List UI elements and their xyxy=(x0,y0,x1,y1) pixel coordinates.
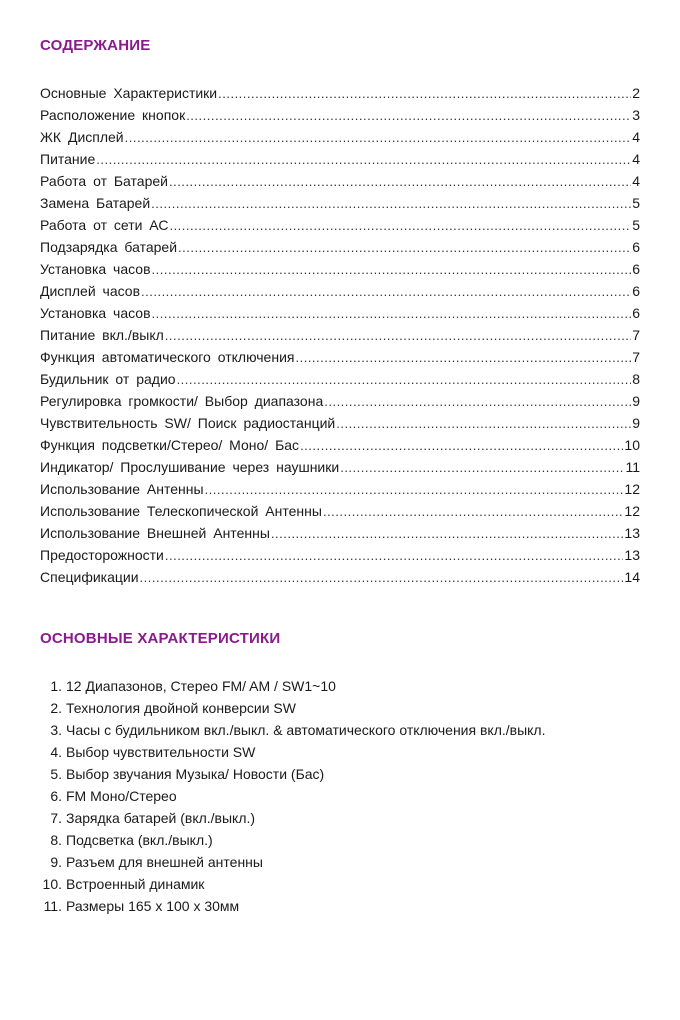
toc-dot-leader xyxy=(295,347,631,369)
feature-item xyxy=(40,895,640,917)
toc-entry xyxy=(40,456,640,478)
toc-dot-leader xyxy=(151,193,631,215)
toc-entry-page: 9 xyxy=(632,393,640,409)
toc-entry xyxy=(40,192,640,214)
toc-dot-leader xyxy=(169,215,631,237)
feature-item xyxy=(40,719,640,741)
toc-entry xyxy=(40,258,640,280)
feature-number: 3. xyxy=(50,722,62,738)
toc-entry-title: Установка часов xyxy=(40,261,151,277)
toc-entry xyxy=(40,236,640,258)
feature-number: 10. xyxy=(42,876,62,892)
toc-entry-page: 12 xyxy=(624,503,640,519)
toc-entry-title: Дисплей часов xyxy=(40,283,141,299)
toc-entry-title: Использование Антенны xyxy=(40,481,204,497)
toc-entry-title: Предосторожности xyxy=(40,547,164,563)
toc-dot-leader xyxy=(165,545,624,567)
toc-entry-page: 4 xyxy=(632,151,640,167)
toc-entry-page: 9 xyxy=(632,415,640,431)
toc-dot-leader xyxy=(271,523,624,545)
toc-dot-leader xyxy=(177,369,631,391)
feature-number: 6. xyxy=(50,788,62,804)
toc-entry-page: 13 xyxy=(624,547,640,563)
toc-entry-title: Подзарядка батарей xyxy=(40,239,178,255)
feature-item xyxy=(40,851,640,873)
toc-entry-page: 12 xyxy=(624,481,640,497)
toc-entry xyxy=(40,170,640,192)
toc-entry-page: 11 xyxy=(625,459,640,475)
feature-number: 2. xyxy=(50,700,62,716)
feature-item xyxy=(40,785,640,807)
toc-dot-leader xyxy=(340,457,624,479)
toc-dot-leader xyxy=(186,105,631,127)
toc-entry-page: 13 xyxy=(624,525,640,541)
toc-entry-title: Установка часов xyxy=(40,305,151,321)
toc-entry-page: 5 xyxy=(632,217,640,233)
feature-text: Подсветка (вкл./выкл.) xyxy=(66,832,213,848)
toc-entry-title: Чувствительность SW/ Поиск радиостанций xyxy=(40,415,336,431)
feature-item xyxy=(40,829,640,851)
toc-entry-title: ЖК Дисплей xyxy=(40,129,124,145)
feature-text: FM Моно/Стерео xyxy=(66,788,177,804)
toc-entry xyxy=(40,566,640,588)
feature-number: 8. xyxy=(50,832,62,848)
toc-dot-leader xyxy=(218,83,631,105)
feature-item xyxy=(40,763,640,785)
toc-entry-page: 4 xyxy=(632,173,640,189)
toc-dot-leader xyxy=(152,259,631,281)
toc-entry-page: 6 xyxy=(632,283,640,299)
feature-number: 5. xyxy=(50,766,62,782)
toc-dot-leader xyxy=(300,435,623,457)
toc-entry xyxy=(40,104,640,126)
toc-entry-title: Работа от сети АС xyxy=(40,217,169,233)
features-heading: ОСНОВНЫЕ ХАРАКТЕРИСТИКИ xyxy=(40,630,281,647)
toc-entry-page: 6 xyxy=(632,239,640,255)
toc-entry-title: Спецификации xyxy=(40,569,139,585)
toc-entry-title: Замена Батарей xyxy=(40,195,151,211)
table-of-contents xyxy=(40,82,640,588)
toc-entry-title: Основные Характеристики xyxy=(40,85,218,101)
toc-entry xyxy=(40,478,640,500)
toc-entry-page: 6 xyxy=(632,305,640,321)
toc-entry-page: 6 xyxy=(632,261,640,277)
feature-text: Выбор звучания Музыка/ Новости (Бас) xyxy=(66,766,325,782)
toc-dot-leader xyxy=(178,237,631,259)
toc-entry xyxy=(40,346,640,368)
toc-entry xyxy=(40,280,640,302)
toc-entry-title: Функция автоматического отключения xyxy=(40,349,295,365)
feature-text: Размеры 165 x 100 x 30мм xyxy=(66,898,240,914)
toc-entry xyxy=(40,82,640,104)
toc-entry xyxy=(40,500,640,522)
toc-entry-title: Индикатор/ Прослушивание через наушники xyxy=(40,459,340,475)
feature-text: Зарядка батарей (вкл./выкл.) xyxy=(66,810,256,826)
toc-entry-title: Использование Телескопической Антенны xyxy=(40,503,322,519)
toc-entry-page: 14 xyxy=(624,569,640,585)
toc-entry-page: 8 xyxy=(632,371,640,387)
toc-entry xyxy=(40,544,640,566)
toc-entry-page: 7 xyxy=(632,349,640,365)
toc-dot-leader xyxy=(323,501,623,523)
feature-text: Встроенный динамик xyxy=(66,876,205,892)
toc-dot-leader xyxy=(165,325,631,347)
toc-entry-title: Расположение кнопок xyxy=(40,107,186,123)
toc-dot-leader xyxy=(324,391,631,413)
toc-heading: СОДЕРЖАНИЕ xyxy=(40,37,151,54)
feature-number: 7. xyxy=(50,810,62,826)
feature-text: Часы с будильником вкл./выкл. & автоматического отключения вкл./выкл. xyxy=(66,722,546,738)
toc-entry-page: 4 xyxy=(632,129,640,145)
toc-entry xyxy=(40,126,640,148)
toc-entry-title: Использование Внешней Антенны xyxy=(40,525,270,541)
toc-dot-leader xyxy=(140,567,624,589)
toc-entry xyxy=(40,302,640,324)
toc-entry xyxy=(40,368,640,390)
toc-entry xyxy=(40,148,640,170)
toc-dot-leader xyxy=(152,303,631,325)
feature-text: Разъем для внешней антенны xyxy=(66,854,263,870)
feature-number: 4. xyxy=(50,744,62,760)
toc-entry xyxy=(40,434,640,456)
toc-entry-page: 5 xyxy=(632,195,640,211)
toc-entry xyxy=(40,324,640,346)
toc-entry xyxy=(40,214,640,236)
features-list xyxy=(40,675,640,917)
toc-dot-leader xyxy=(205,479,624,501)
toc-entry-page: 3 xyxy=(632,107,640,123)
toc-dot-leader xyxy=(125,127,631,149)
toc-dot-leader xyxy=(96,149,631,171)
toc-dot-leader xyxy=(169,171,631,193)
feature-number: 1. xyxy=(50,678,62,694)
toc-entry-title: Регулировка громкости/ Выбор диапазона xyxy=(40,393,324,409)
feature-number: 9. xyxy=(50,854,62,870)
toc-entry xyxy=(40,412,640,434)
toc-entry xyxy=(40,522,640,544)
toc-entry-page: 7 xyxy=(632,327,640,343)
toc-entry-page: 10 xyxy=(624,437,640,453)
toc-entry-title: Питание вкл./выкл xyxy=(40,327,164,343)
feature-item xyxy=(40,873,640,895)
toc-dot-leader xyxy=(336,413,631,435)
feature-text: 12 Диапазонов, Стерео FM/ AM / SW1~10 xyxy=(66,678,336,694)
feature-item xyxy=(40,741,640,763)
toc-dot-leader xyxy=(141,281,631,303)
feature-number: 11. xyxy=(43,898,62,914)
toc-entry xyxy=(40,390,640,412)
feature-text: Технология двойной конверсии SW xyxy=(66,700,296,716)
toc-entry-title: Функция подсветки/Стерео/ Моно/ Бас xyxy=(40,437,300,453)
toc-entry-title: Питание xyxy=(40,151,96,167)
feature-item xyxy=(40,697,640,719)
toc-entry-title: Работа от Батарей xyxy=(40,173,168,189)
toc-entry-title: Будильник от радио xyxy=(40,371,176,387)
feature-item xyxy=(40,675,640,697)
feature-text: Выбор чувствительности SW xyxy=(66,744,256,760)
feature-item xyxy=(40,807,640,829)
toc-entry-page: 2 xyxy=(632,85,640,101)
